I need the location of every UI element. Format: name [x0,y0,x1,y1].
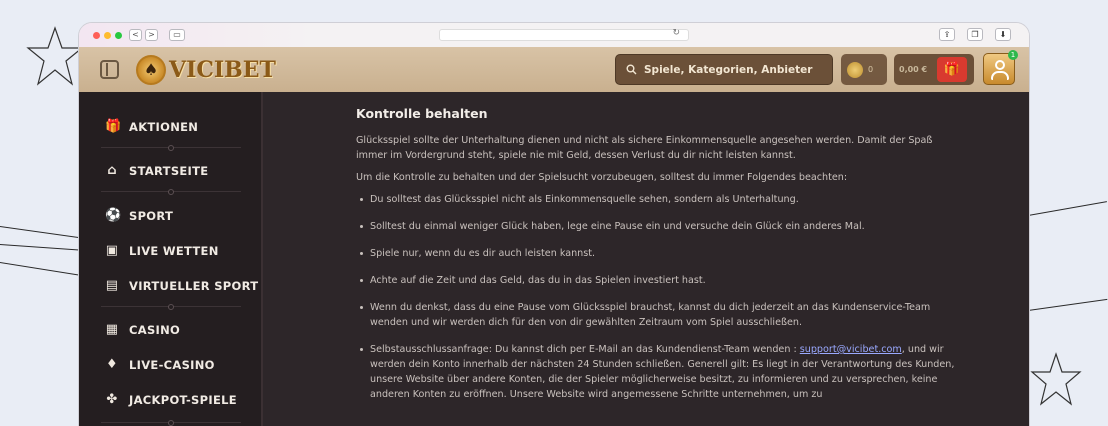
close-window-button[interactable] [93,32,100,39]
list-item: Du solltest das Glücksspiel nicht als Einkommensquelle sehen, sondern als Unterhaltung. [356,192,956,207]
star-outline-icon [26,26,84,88]
notification-badge: 1 [1008,50,1018,60]
user-profile-button[interactable] [983,53,1015,85]
sidebar-item-live-wetten[interactable] [105,243,219,258]
list-item: Solltest du einmal weniger Glück haben, lege eine Pause ein und versuche dein Glück ein anderes Mal. [356,219,956,234]
sidebar-item-label: CASINO [129,322,181,337]
home-icon: ⌂ [107,163,117,178]
search-input[interactable] [615,54,833,85]
sidebar-item-label: SPORT [129,208,174,223]
background-line [0,226,89,240]
sidebar-divider [101,191,241,192]
support-email-link[interactable]: support@vicibet.com [799,344,902,355]
search-placeholder: Spiele, Kategorien, Anbieter [644,63,813,76]
self-exclusion-text: Selbstausschlussanfrage: Du kannst dich per E-Mail an das Kundendienst-Team wenden : [370,344,800,355]
site-header [79,47,1029,92]
search-icon [626,64,637,75]
sidebar-item-casino[interactable] [105,322,180,337]
background-line [0,244,90,251]
deposit-gift-icon[interactable]: 🎁 [937,57,967,82]
sidebar-item-label: JACKPOT-SPIELE [129,392,237,407]
coin-icon [847,62,863,78]
share-icon[interactable]: ⇪ [939,28,955,41]
logo-icon[interactable]: ♠ [136,55,166,85]
sidebar-item-label: LIVE-CASINO [129,357,215,372]
reload-icon[interactable]: ↻ [672,28,680,38]
minimize-window-button[interactable] [104,32,111,39]
sidebar-item-startseite[interactable] [105,163,208,178]
self-exclusion-text-continued: , und wir werden dein Konto innerhalb der nächsten 24 Stunden schließen. Generell gilt: Es liegt in der Verantwortung des Kunden, unsere Website über andere Konten, die der Spieler möglicherweise besitzt, zu informieren und zu versprechen, keine anderen Konten zu eröffnen. Unsere Website wird angemessene Schritte unternehmen, um zu [370,344,955,400]
sidebar-menu-icon[interactable] [100,60,119,79]
coins-value: 0 [868,65,874,74]
advice-list [356,192,956,402]
cards-icon: ♦ [106,357,118,372]
lead-paragraph: Um die Kontrolle zu behalten und der Spielsucht vorzubeugen, solltest du immer Folgendes beachten: [356,172,848,183]
background-line [1028,201,1107,216]
user-icon [995,60,1005,70]
balance-value: 0,00 € [899,65,928,74]
address-bar[interactable] [439,29,689,41]
soccer-ball-icon: ⚽ [105,208,122,223]
list-item: Spiele nur, wenn du es dir auch leisten kannst. [356,246,956,261]
download-icon[interactable]: ⬇ [995,28,1011,41]
sidebar-item-label: VIRTUELLER SPORT [129,278,259,293]
list-item: Achte auf die Zeit und das Geld, das du in das Spielen investiert hast. [356,273,956,288]
live-icon: ▣ [105,243,119,258]
sidebar-item-label: LIVE WETTEN [129,243,219,258]
coins-button[interactable] [841,54,887,85]
tabs-icon[interactable]: ❐ [967,28,983,41]
intro-paragraph: Glücksspiel sollte der Unterhaltung dienen und nicht als sichere Einkommensquelle angesehen werden. Damit der Spaß immer im Vordergrund steht, spiele nie mit Geld, dessen Verlust du dir nicht leisten kannst. [356,135,933,161]
main-area [79,92,1030,426]
sidebar-divider [101,422,241,423]
sidebar-nav [79,92,263,426]
forward-button[interactable]: > [145,29,158,41]
list-item [356,342,956,402]
virtual-sport-icon: ▤ [105,278,119,293]
gift-icon: 🎁 [105,119,122,134]
list-item: Wenn du denkst, dass du eine Pause vom Glücksspiel brauchst, kannst du dich jederzeit an das Kundenservice-Team wenden und wir werden dich für den von dir gewählten Zeitraum vom Spiel ausschließen. [356,300,956,330]
sidebar-divider [101,306,241,307]
sidebar-item-aktionen[interactable] [105,119,198,134]
sidebar-item-sport[interactable] [105,208,173,223]
sidebar-item-virtueller-sport[interactable] [105,278,258,293]
background-line [1028,299,1107,311]
sidebar-item-live-casino[interactable] [105,357,215,372]
sidebar-item-jackpot-spiele[interactable] [105,392,237,407]
sidebar-item-label: AKTIONEN [129,119,199,134]
balance-display[interactable] [894,54,974,85]
page-title: Kontrolle behalten [356,106,488,121]
slot-machine-icon: ▦ [105,322,119,337]
maximize-window-button[interactable] [115,32,122,39]
sidebar-divider [101,147,241,148]
clover-icon: ✤ [106,392,118,407]
background-line [0,262,89,277]
responsible-gaming-article [356,106,956,414]
logo-text[interactable]: VICIBET [169,57,276,83]
back-button[interactable]: < [129,29,142,41]
browser-window [78,22,1030,426]
sidebar-item-label: STARTSEITE [129,163,209,178]
star-outline-icon [1030,352,1082,408]
sidebar-toggle-icon[interactable]: ▭ [169,29,185,41]
browser-toolbar [79,23,1029,47]
